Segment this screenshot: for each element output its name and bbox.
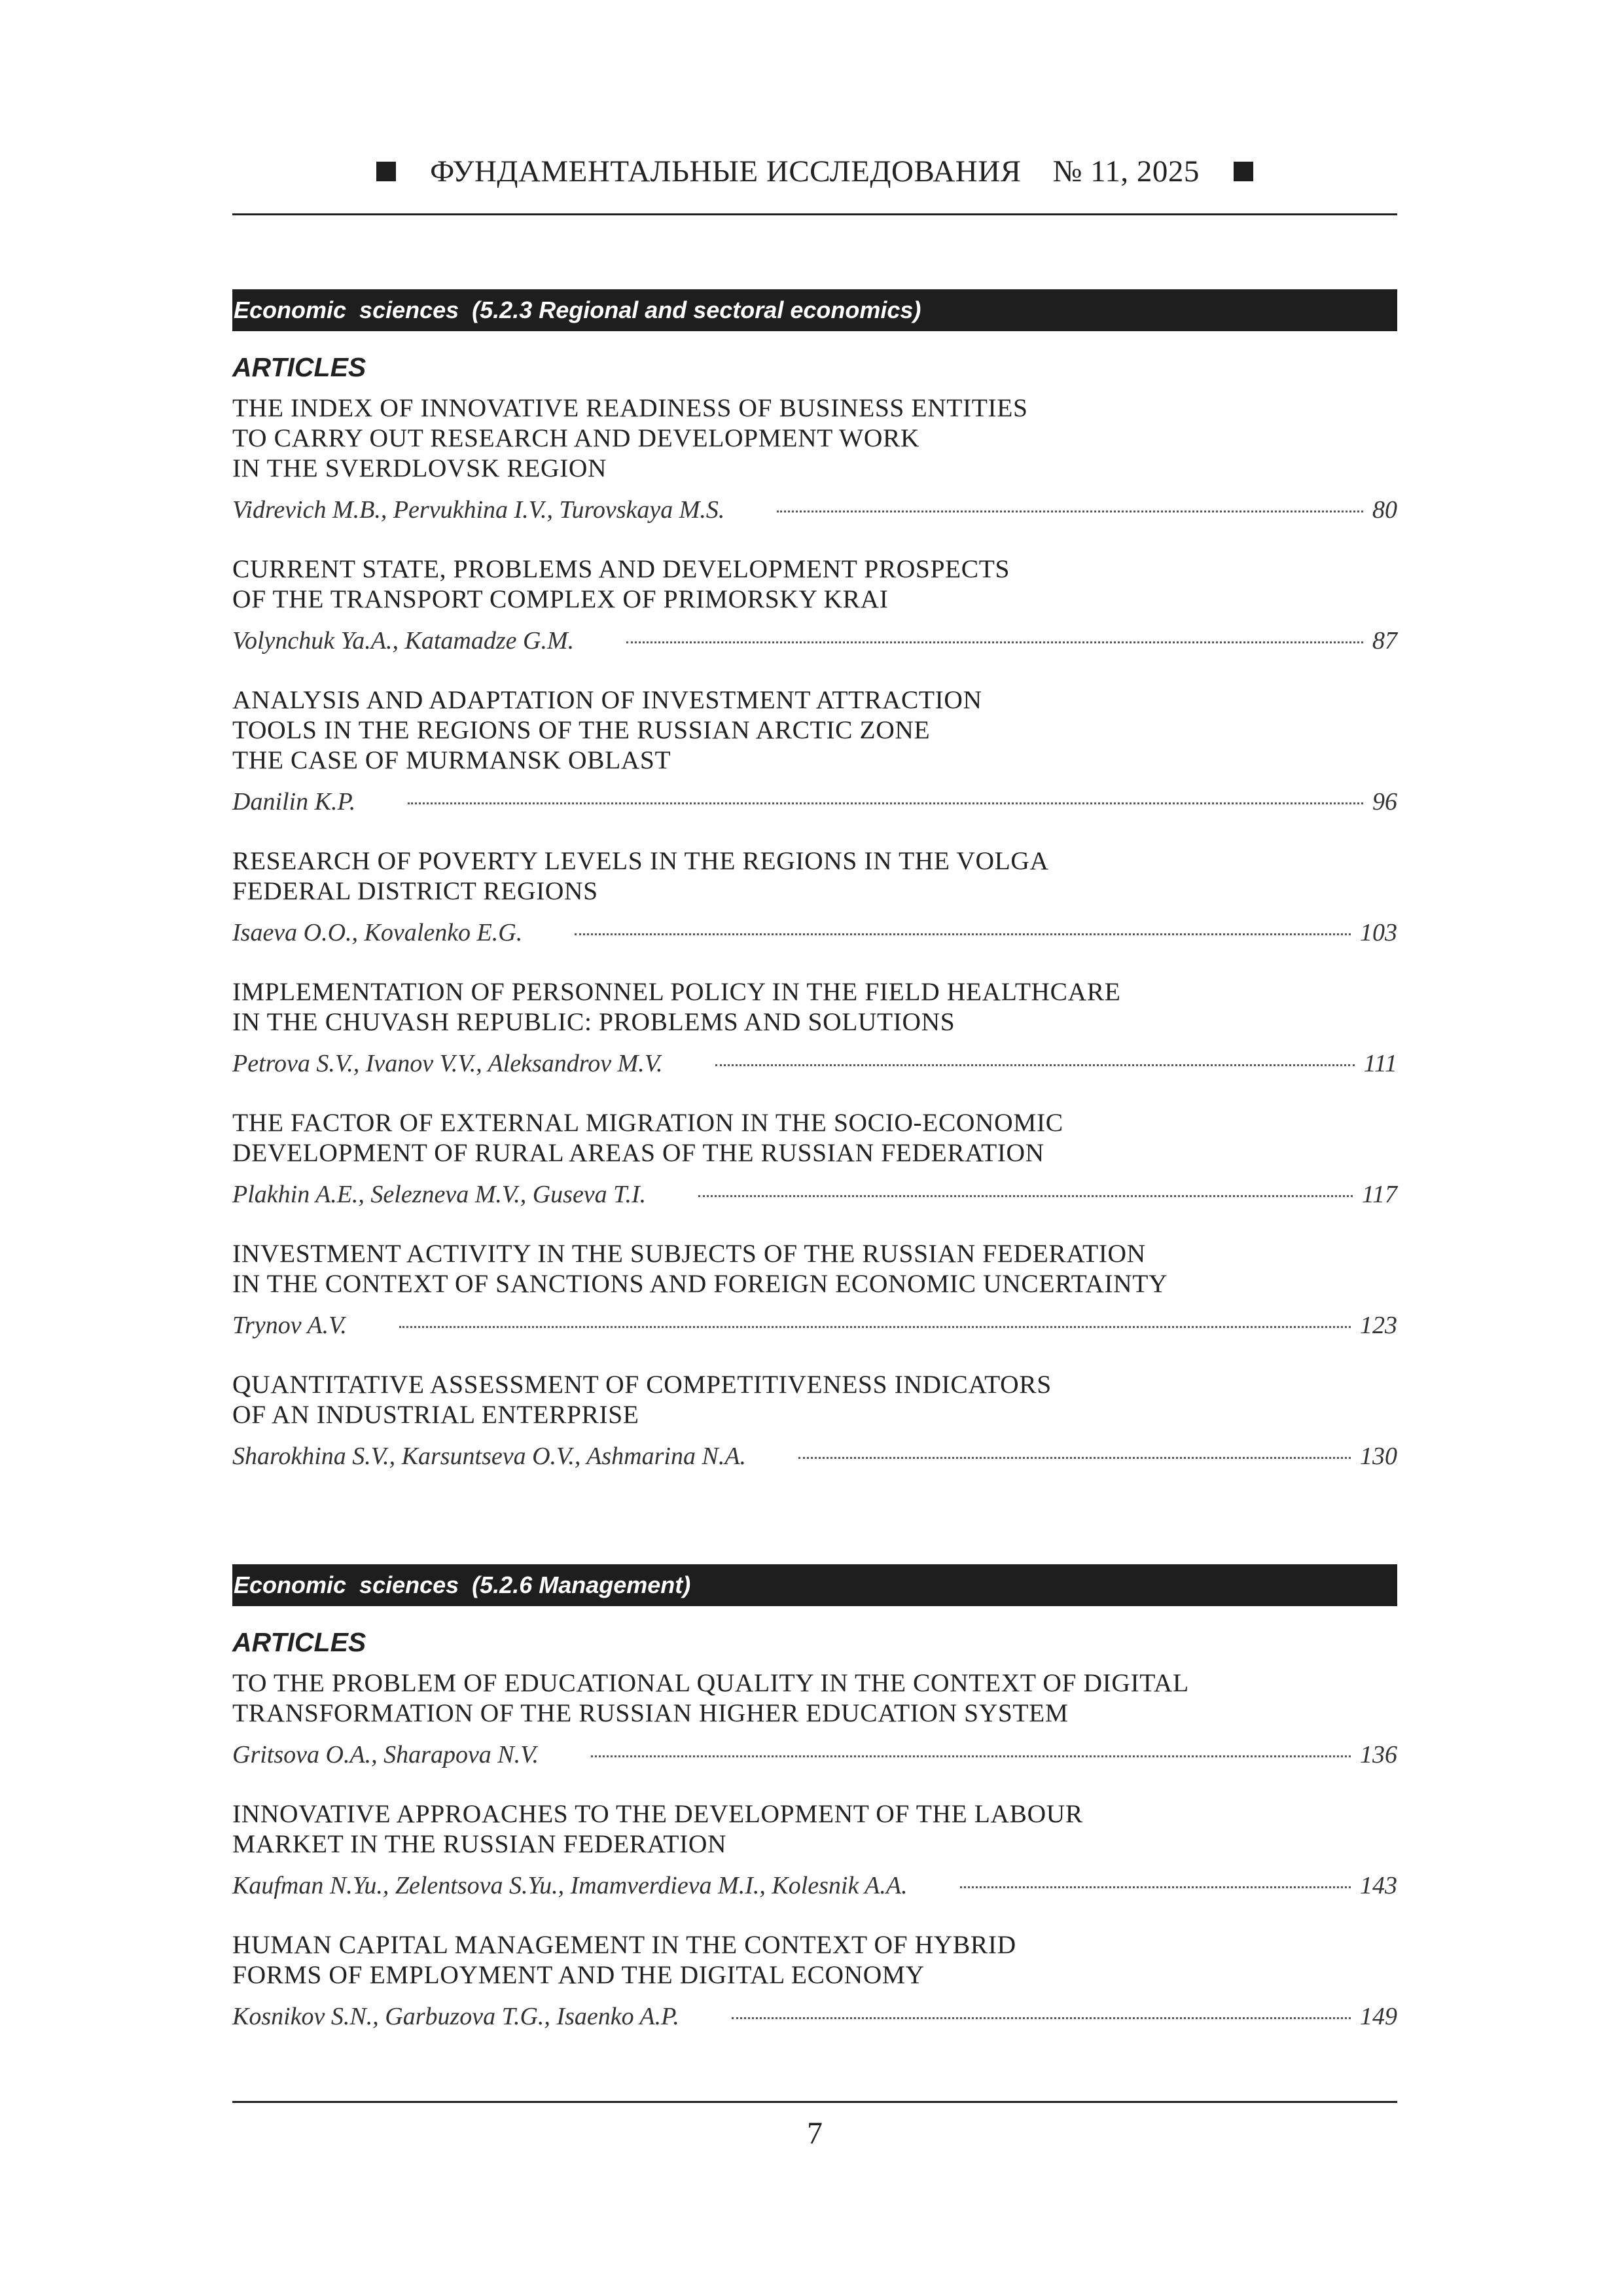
header-rule	[232, 213, 1397, 215]
article-page-number[interactable]: 111	[1363, 1050, 1397, 1077]
article-title	[232, 1369, 1397, 1429]
article-title-line: OF AN INDUSTRIAL ENTERPRISE	[232, 1400, 639, 1429]
article-page-number[interactable]: 136	[1360, 1741, 1397, 1768]
article-page-number[interactable]: 149	[1360, 2003, 1397, 2030]
author-page-line	[232, 495, 1397, 525]
article-title-line: FORMS OF EMPLOYMENT AND THE DIGITAL ECONOMY	[232, 1960, 925, 1989]
article-title-line: TO THE PROBLEM OF EDUCATIONAL QUALITY IN THE CONTEXT OF DIGITAL	[232, 1668, 1189, 1697]
article-page-number[interactable]: 117	[1361, 1181, 1397, 1208]
left-square-ornament-icon	[376, 162, 396, 181]
article-page-number[interactable]: 130	[1360, 1443, 1397, 1470]
author-page-line	[232, 2001, 1397, 2032]
articles-heading: ARTICLES	[232, 1627, 366, 1657]
journal-title: ФУНДАМЕНТАЛЬНЫЕ ИССЛЕДОВАНИЯ	[430, 154, 1022, 188]
article-title-line: MARKET IN THE RUSSIAN FEDERATION	[232, 1829, 727, 1858]
toc-entry[interactable]	[232, 1107, 1397, 1210]
dot-leader	[732, 2017, 1351, 2019]
article-title-line: THE INDEX OF INNOVATIVE READINESS OF BUSINESS ENTITIES	[232, 393, 1028, 422]
author-page-line	[232, 1310, 1397, 1340]
article-authors: Danilin K.P.	[232, 788, 356, 816]
article-title-line: THE FACTOR OF EXTERNAL MIGRATION IN THE SOCIO-ECONOMIC	[232, 1108, 1063, 1137]
dot-leader	[777, 510, 1363, 512]
article-title-line: THE CASE OF MURMANSK OBLAST	[232, 745, 671, 774]
article-title	[232, 554, 1397, 614]
article-title-line: OF THE TRANSPORT COMPLEX OF PRIMORSKY KRAI	[232, 584, 889, 613]
article-title-line: IN THE SVERDLOVSK REGION	[232, 454, 607, 482]
toc-entry[interactable]	[232, 1238, 1397, 1340]
article-title-line: ANALYSIS AND ADAPTATION OF INVESTMENT ATTRACTION	[232, 685, 982, 714]
toc-entry[interactable]	[232, 977, 1397, 1079]
dot-leader	[575, 933, 1351, 935]
author-page-line	[232, 626, 1397, 656]
toc-entry[interactable]	[232, 393, 1397, 525]
article-page-number[interactable]: 80	[1372, 496, 1397, 524]
article-title	[232, 1668, 1397, 1728]
author-page-line	[232, 1441, 1397, 1471]
right-square-ornament-icon	[1234, 162, 1253, 181]
article-title	[232, 846, 1397, 906]
article-title	[232, 393, 1397, 483]
section-regional-economics	[232, 289, 1397, 1471]
article-title	[232, 977, 1397, 1037]
toc-entry[interactable]	[232, 1668, 1397, 1770]
article-authors: Vidrevich M.B., Pervukhina I.V., Turovskaya M.S.	[232, 496, 725, 524]
running-header-text	[430, 154, 1200, 189]
toc-entry[interactable]	[232, 846, 1397, 948]
article-authors: Gritsova O.A., Sharapova N.V.	[232, 1741, 539, 1768]
article-title-line: INNOVATIVE APPROACHES TO THE DEVELOPMENT OF THE LABOUR	[232, 1799, 1083, 1828]
article-title-line: CURRENT STATE, PROBLEMS AND DEVELOPMENT PROSPECTS	[232, 554, 1010, 583]
article-title-line: TOOLS IN THE REGIONS OF THE RUSSIAN ARCTIC ZONE	[232, 715, 931, 744]
toc-entry[interactable]	[232, 1799, 1397, 1901]
author-page-line	[232, 1179, 1397, 1210]
article-title	[232, 1929, 1397, 1990]
articles-heading: ARTICLES	[232, 352, 366, 382]
article-title-line: IN THE CONTEXT OF SANCTIONS AND FOREIGN ECONOMIC UNCERTAINTY	[232, 1269, 1168, 1298]
dot-leader	[715, 1064, 1355, 1066]
article-authors: Volynchuk Ya.A., Katamadze G.M.	[232, 627, 575, 655]
article-title-line: RESEARCH OF POVERTY LEVELS IN THE REGIONS IN THE VOLGA	[232, 846, 1049, 875]
author-page-line	[232, 918, 1397, 948]
author-page-line	[232, 1049, 1397, 1079]
dot-leader	[798, 1456, 1351, 1459]
article-authors: Trynov A.V.	[232, 1312, 347, 1339]
issue-number: № 11, 2025	[1052, 154, 1200, 188]
toc-entry[interactable]	[232, 1369, 1397, 1471]
article-title	[232, 685, 1397, 775]
page-number: 7	[807, 2116, 823, 2151]
author-page-line	[232, 1740, 1397, 1770]
article-title-line: IMPLEMENTATION OF PERSONNEL POLICY IN THE FIELD HEALTHCARE	[232, 977, 1121, 1006]
article-page-number[interactable]: 143	[1360, 1872, 1397, 1899]
author-page-line	[232, 787, 1397, 817]
article-title-line: HUMAN CAPITAL MANAGEMENT IN THE CONTEXT OF HYBRID	[232, 1930, 1016, 1959]
article-title	[232, 1799, 1397, 1859]
article-page-number[interactable]: 123	[1360, 1312, 1397, 1339]
article-authors: Sharokhina S.V., Karsuntseva O.V., Ashmarina N.A.	[232, 1443, 747, 1470]
toc-entry[interactable]	[232, 685, 1397, 817]
article-authors: Isaeva O.O., Kovalenko E.G.	[232, 919, 523, 946]
article-title-line: INVESTMENT ACTIVITY IN THE SUBJECTS OF THE RUSSIAN FEDERATION	[232, 1239, 1146, 1268]
article-title	[232, 1238, 1397, 1299]
dot-leader	[698, 1194, 1353, 1197]
article-title-line: FEDERAL DISTRICT REGIONS	[232, 876, 598, 905]
article-authors: Kosnikov S.N., Garbuzova T.G., Isaenko A.P.	[232, 2003, 679, 2030]
article-page-number[interactable]: 103	[1360, 919, 1397, 946]
article-title-line: TRANSFORMATION OF THE RUSSIAN HIGHER EDUCATION SYSTEM	[232, 1698, 1069, 1727]
author-page-line	[232, 1871, 1397, 1901]
article-title-line: DEVELOPMENT OF RURAL AREAS OF THE RUSSIAN FEDERATION	[232, 1138, 1044, 1167]
article-authors: Plakhin A.E., Selezneva M.V., Guseva T.I.	[232, 1181, 647, 1208]
article-title	[232, 1107, 1397, 1168]
article-title-line: QUANTITATIVE ASSESSMENT OF COMPETITIVENESS INDICATORS	[232, 1370, 1052, 1399]
dot-leader	[626, 641, 1363, 643]
section-management	[232, 1564, 1397, 2032]
dot-leader	[408, 802, 1363, 804]
dot-leader	[960, 1886, 1351, 1888]
article-page-number[interactable]: 87	[1372, 627, 1397, 655]
article-authors: Petrova S.V., Ivanov V.V., Aleksandrov M.V.	[232, 1050, 663, 1077]
dot-leader	[591, 1755, 1351, 1757]
article-title-line: IN THE CHUVASH REPUBLIC: PROBLEMS AND SOLUTIONS	[232, 1007, 955, 1036]
article-authors: Kaufman N.Yu., Zelentsova S.Yu., Imamverdieva M.I., Kolesnik A.A.	[232, 1872, 908, 1899]
toc-entry[interactable]	[232, 554, 1397, 656]
footer-rule	[232, 2101, 1397, 2103]
section-heading-bar: Economic sciences (5.2.6 Management)	[232, 1564, 1397, 1606]
article-title-line: TO CARRY OUT RESEARCH AND DEVELOPMENT WORK	[232, 423, 920, 452]
section-heading-bar: Economic sciences (5.2.3 Regional and sectoral economics)	[232, 289, 1397, 331]
article-page-number[interactable]: 96	[1372, 788, 1397, 816]
toc-entry[interactable]	[232, 1929, 1397, 2032]
dot-leader	[399, 1325, 1351, 1328]
running-header	[232, 152, 1397, 191]
